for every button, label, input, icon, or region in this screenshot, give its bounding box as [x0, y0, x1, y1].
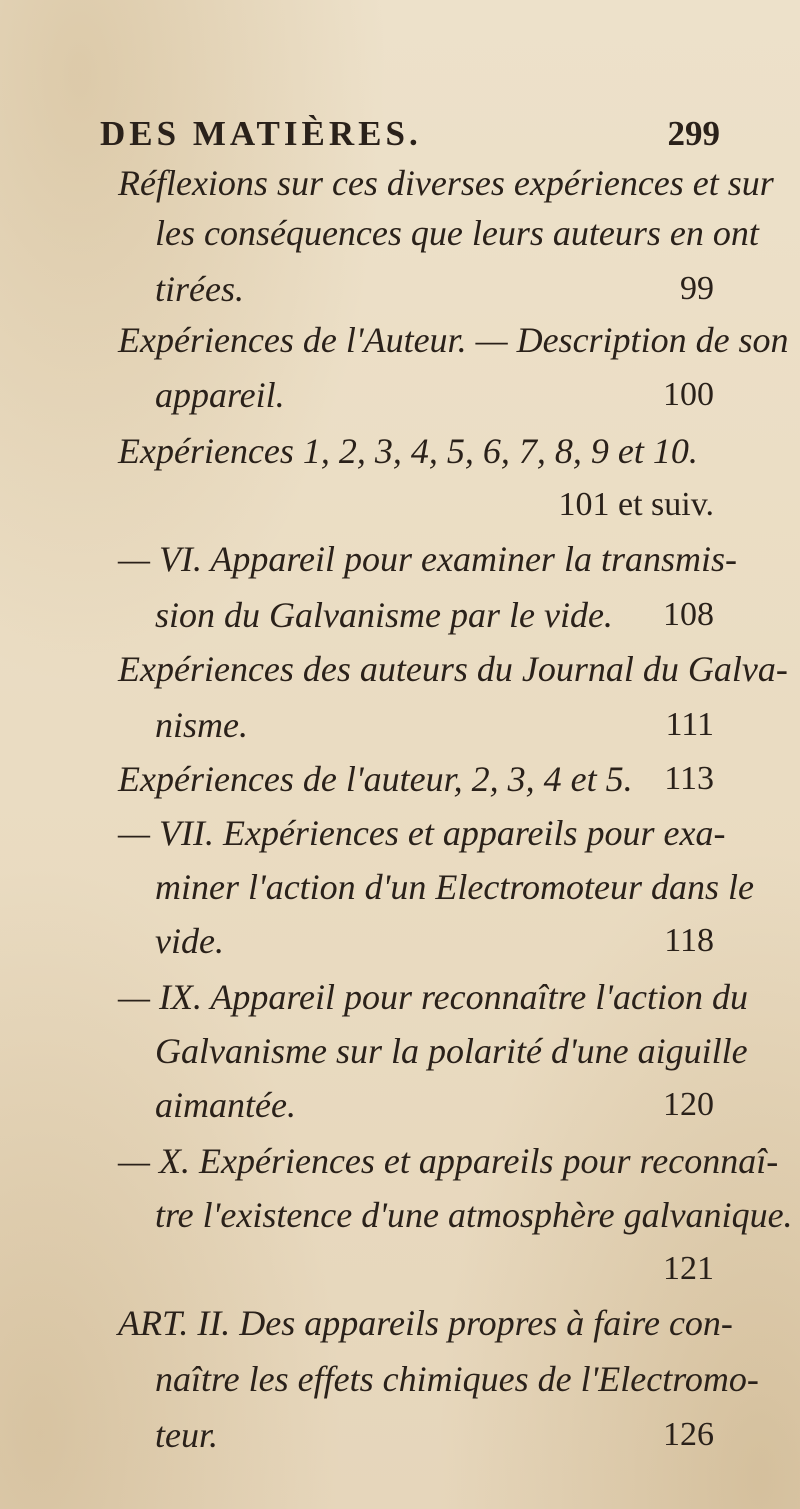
- running-head-title: DES MATIÈRES.: [100, 114, 422, 153]
- toc-entry-line: tre l'existence d'une atmosphère galvanique.: [155, 1195, 793, 1235]
- toc-entry-line: Galvanisme sur la polarité d'une aiguille: [155, 1031, 748, 1071]
- toc-page-ref: 126: [663, 1416, 714, 1453]
- toc-entry-line: tirées.: [155, 269, 244, 309]
- toc-entry-line: Expériences des auteurs du Journal du Galva-: [118, 649, 788, 689]
- toc-entry-line: vide.: [155, 921, 224, 961]
- toc-page-ref: 100: [663, 376, 714, 413]
- toc-entry-line: les conséquences que leurs auteurs en ont: [155, 213, 759, 253]
- toc-page-ref: 121: [663, 1250, 714, 1287]
- running-head: [100, 114, 720, 154]
- toc-entry-line: Expériences de l'auteur, 2, 3, 4 et 5.: [118, 759, 633, 799]
- toc-entry-line: teur.: [155, 1415, 218, 1455]
- toc-entry-line: ART. II. Des appareils propres à faire con-: [118, 1303, 733, 1343]
- toc-entry-line: — IX. Appareil pour reconnaître l'action du: [118, 977, 748, 1017]
- toc-entry-line: Expériences 1, 2, 3, 4, 5, 6, 7, 8, 9 et 10.: [118, 431, 698, 471]
- toc-page-ref: 113: [664, 760, 714, 797]
- toc-entry-line: appareil.: [155, 375, 285, 415]
- toc-entry-line: — VI. Appareil pour examiner la transmis-: [118, 539, 737, 579]
- toc-entry-line: — X. Expériences et appareils pour reconnaî-: [118, 1141, 779, 1181]
- toc-entry-line: Expériences de l'Auteur. — Description de son: [118, 320, 789, 360]
- toc-entry-line: nisme.: [155, 705, 248, 745]
- toc-entry-line: naître les effets chimiques de l'Electromo-: [155, 1359, 759, 1399]
- page-number: 299: [667, 114, 720, 153]
- toc-entry-line: Réflexions sur ces diverses expériences et sur: [118, 163, 774, 203]
- toc-entry-line: — VII. Expériences et appareils pour exa-: [118, 813, 726, 853]
- toc-entry-line: miner l'action d'un Electromoteur dans le: [155, 867, 754, 907]
- toc-page-ref: 99: [680, 270, 714, 307]
- toc-entry-line: sion du Galvanisme par le vide.: [155, 595, 613, 635]
- toc-page-ref: 111: [665, 706, 714, 743]
- toc-page-ref: 101 et suiv.: [558, 486, 714, 523]
- toc-page-ref: 120: [663, 1086, 714, 1123]
- toc-entry-line: aimantée.: [155, 1085, 296, 1125]
- toc-page-ref: 118: [664, 922, 714, 959]
- toc-page-ref: 108: [663, 596, 714, 633]
